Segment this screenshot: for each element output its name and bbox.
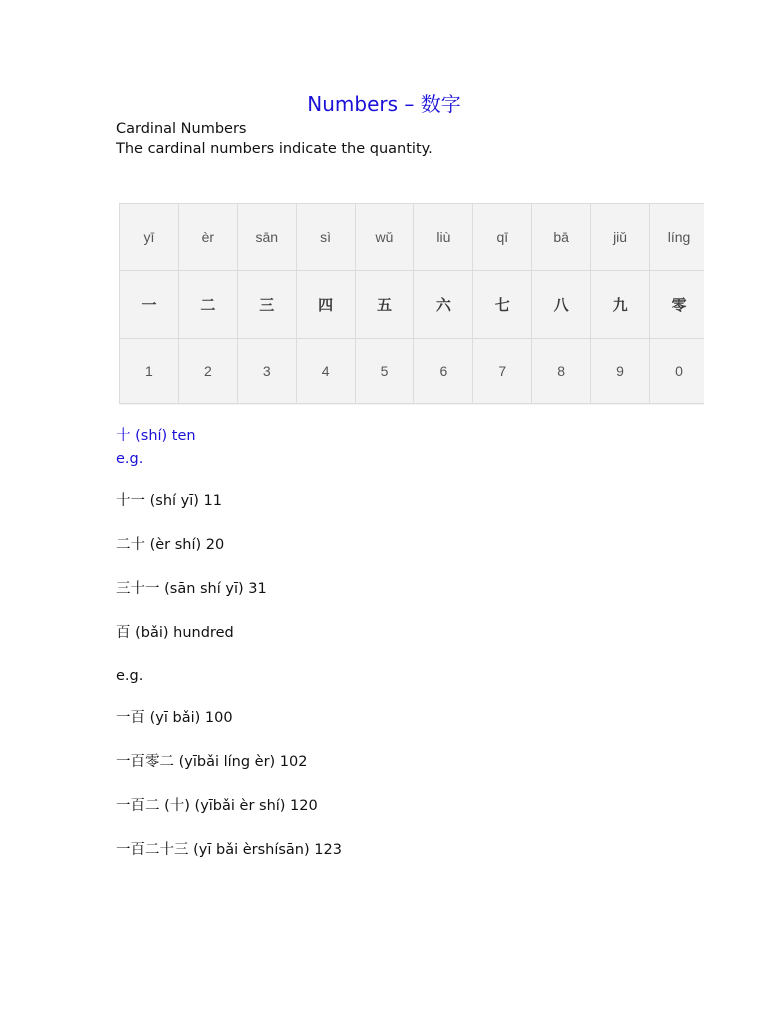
hanzi-cell: 五 — [355, 271, 414, 339]
digit-row — [120, 339, 705, 404]
cardinal-numbers-description: The cardinal numbers indicate the quantity. — [116, 141, 433, 157]
digit-cell: 8 — [532, 339, 591, 404]
hanzi-row — [120, 271, 705, 339]
ten-eg-label: e.g. — [116, 451, 144, 467]
page-title: Numbers – 数字 — [307, 92, 461, 116]
digit-cell: 4 — [296, 339, 355, 404]
pinyin-cell: líng — [650, 204, 704, 271]
digit-cell: 7 — [473, 339, 532, 404]
hanzi-cell: 一 — [120, 271, 179, 339]
hanzi-cell: 三 — [237, 271, 296, 339]
pinyin-cell: sān — [237, 204, 296, 271]
hanzi-cell: 八 — [532, 271, 591, 339]
pinyin-cell: èr — [178, 204, 237, 271]
example-eleven: 十一 (shí yī) 11 — [116, 493, 222, 509]
hundred-eg-label: e.g. — [116, 668, 144, 684]
pinyin-cell: wǔ — [355, 204, 414, 271]
numbers-table — [119, 203, 704, 405]
pinyin-cell: qī — [473, 204, 532, 271]
example-one-hundred-two: 一百零二 (yībǎi líng èr) 102 — [116, 754, 308, 770]
pinyin-row — [120, 204, 705, 271]
example-one-hundred-twenty-three: 一百二十三 (yī bǎi èrshísān) 123 — [116, 842, 342, 858]
pinyin-cell: jiǔ — [591, 204, 650, 271]
intro-section — [116, 119, 433, 159]
example-twenty: 二十 (èr shí) 20 — [116, 537, 225, 553]
cardinal-numbers-heading: Cardinal Numbers — [116, 121, 247, 137]
digit-cell: 6 — [414, 339, 473, 404]
digit-cell: 1 — [120, 339, 179, 404]
digit-cell: 9 — [591, 339, 650, 404]
digit-cell: 0 — [650, 339, 704, 404]
ten-heading: 十 (shí) ten — [116, 428, 196, 444]
hanzi-cell: 七 — [473, 271, 532, 339]
pinyin-cell: bā — [532, 204, 591, 271]
digit-cell: 3 — [237, 339, 296, 404]
hanzi-cell: 九 — [591, 271, 650, 339]
hundred-heading: 百 (bǎi) hundred — [116, 625, 234, 641]
example-one-hundred: 一百 (yī bǎi) 100 — [116, 710, 233, 726]
pinyin-cell: liù — [414, 204, 473, 271]
example-thirty-one: 三十一 (sān shí yī) 31 — [116, 581, 267, 597]
hanzi-cell: 二 — [178, 271, 237, 339]
hanzi-cell: 六 — [414, 271, 473, 339]
pinyin-cell: sì — [296, 204, 355, 271]
pinyin-cell: yī — [120, 204, 179, 271]
hanzi-cell: 零 — [650, 271, 704, 339]
hanzi-cell: 四 — [296, 271, 355, 339]
digit-cell: 5 — [355, 339, 414, 404]
example-one-hundred-twenty: 一百二 (十) (yībǎi èr shí) 120 — [116, 798, 318, 814]
digit-cell: 2 — [178, 339, 237, 404]
